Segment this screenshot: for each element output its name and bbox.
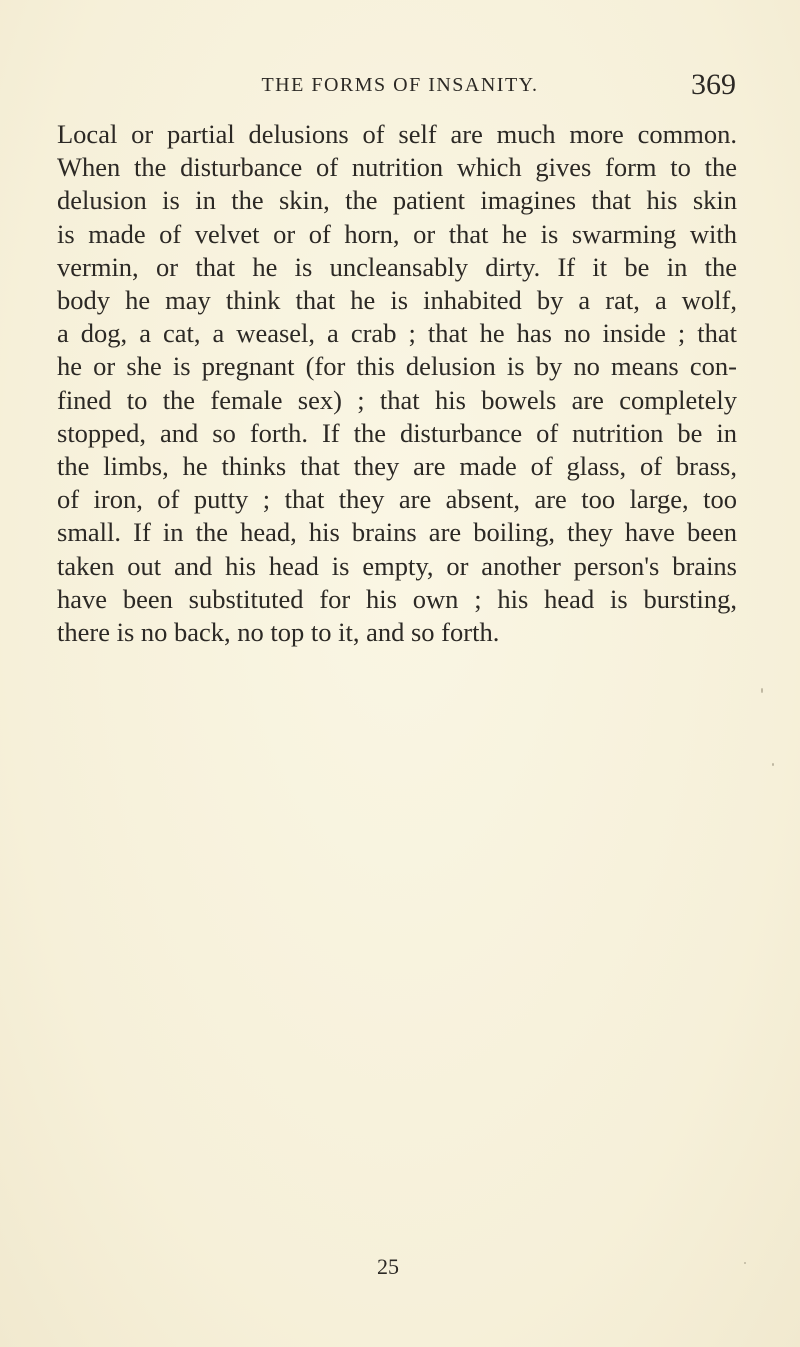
text-line: fined to the female sex) ; that his bowels are completely	[57, 384, 737, 415]
body-paragraph	[57, 118, 737, 649]
page-number: 369	[691, 68, 736, 101]
text-line: body he may think that he is inhabited by a rat, a wolf,	[57, 285, 737, 316]
paper-speck	[761, 688, 763, 693]
text-line: delusion is in the skin, the patient imagines that his skin	[57, 185, 737, 216]
text-line: small. If in the head, his brains are boiling, they have been	[57, 517, 737, 548]
text-line: stopped, and so forth. If the disturbance of nutrition be in	[57, 417, 737, 448]
text-line: Local or partial delusions of self are much more common.	[57, 119, 737, 149]
running-head	[56, 66, 744, 106]
text-line: When the disturbance of nutrition which gives form to the	[57, 152, 737, 183]
signature-mark: 25	[377, 1254, 399, 1279]
text-line: have been substituted for his own ; his head is bursting,	[57, 583, 737, 614]
text-line: is made of velvet or of horn, or that he is swarming with	[57, 218, 737, 249]
paper-speck	[744, 1262, 746, 1264]
text-line: the limbs, he thinks that they are made of glass, of brass,	[57, 451, 737, 482]
text-line: he or she is pregnant (for this delusion is by no means con-	[57, 351, 737, 382]
text-line: taken out and his head is empty, or another person's brains	[57, 550, 737, 581]
running-title: THE FORMS OF INSANITY.	[261, 74, 539, 96]
text-line: of iron, of putty ; that they are absent, are too large, too	[57, 484, 737, 515]
text-line: there is no back, no top to it, and so forth.	[57, 617, 500, 648]
text-line: vermin, or that he is uncleansably dirty. If it be in the	[57, 251, 737, 282]
paper-speck	[772, 763, 774, 766]
text-line: a dog, a cat, a weasel, a crab ; that he has no inside ; that	[57, 318, 737, 349]
